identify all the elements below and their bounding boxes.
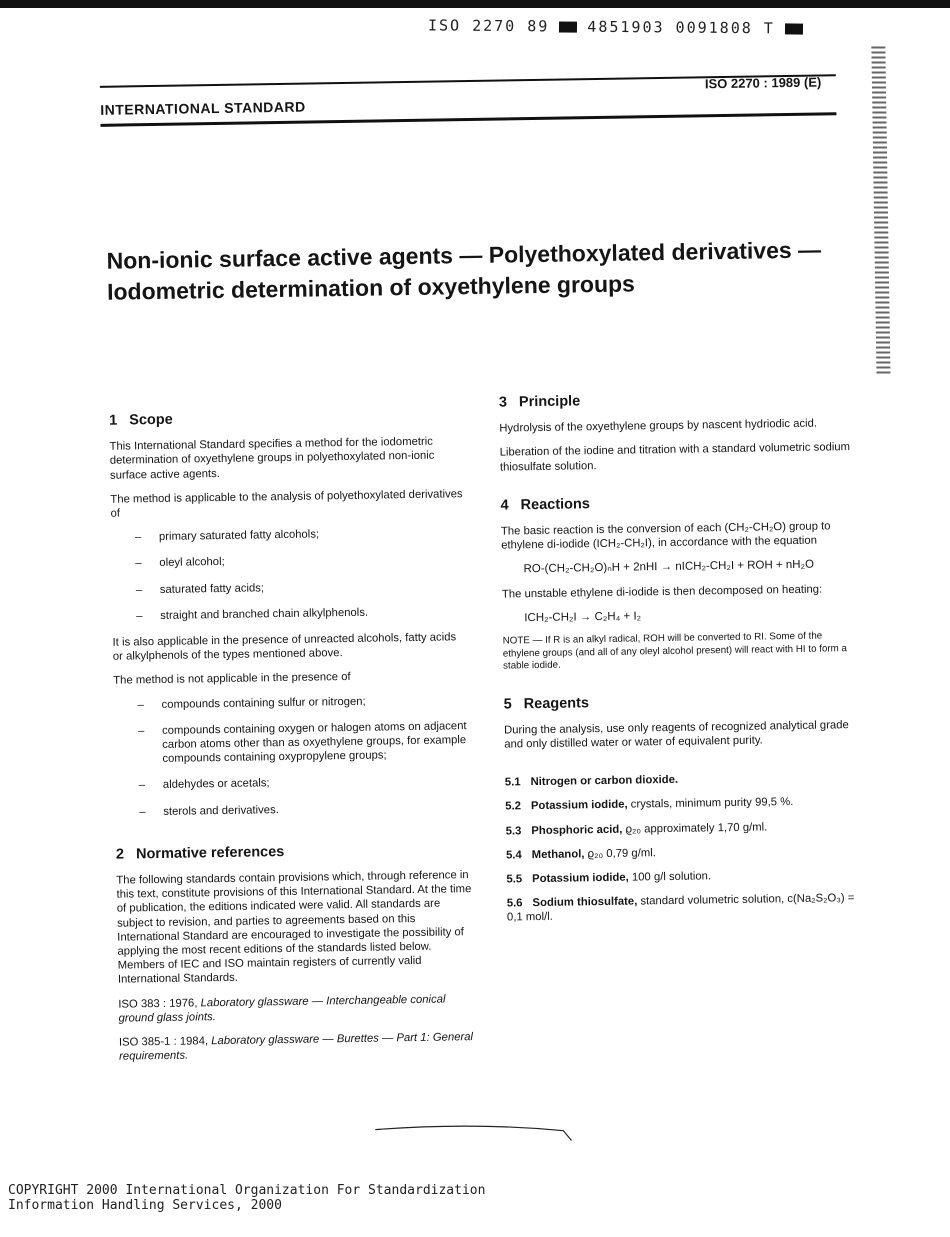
list-item: – compounds containing sulfur or nitrogen; bbox=[137, 695, 366, 711]
reaction-equation: RO-(CH₂-CH₂O)ₙH + 2nHI → nICH₂-CH₂I + ROH + nH₂O bbox=[523, 559, 815, 576]
list-item: – saturated fatty acids; bbox=[135, 581, 265, 596]
copyright-footer bbox=[8, 1183, 485, 1213]
document-type: INTERNATIONAL STANDARD bbox=[100, 98, 306, 118]
footer-line: Information Handling Services, 2000 bbox=[8, 1198, 282, 1213]
reagent-item: 5.2 Potassium iodide, crystals, minimum purity 99,5 %. bbox=[505, 796, 794, 813]
list-item: – straight and branched chain alkylphenols. bbox=[136, 606, 369, 623]
list-item: – aldehydes or acetals; bbox=[138, 777, 270, 792]
section-scope-heading: 1 Scope bbox=[109, 411, 173, 429]
paragraph: It is also applicable in the presence of unreacted alcohols, fatty acids or alkylphenols of the types mentioned above. bbox=[112, 631, 457, 663]
paragraph: The following standards contain provisions which, through reference in this text, constitute provisions of this International Standard. At the time of publication, the editions indicated were valid. All standards are subject to revision, and parties to agreements based on this International Standard are encouraged to investigate the possibility of applying the most recent editions of the standards listed below. Members of IEC and ISO maintain registers of currently valid International Standards. bbox=[116, 869, 472, 987]
applicable-list bbox=[111, 525, 468, 623]
scan-edge-artifact bbox=[871, 43, 890, 373]
paragraph: The unstable ethylene di-iodide is then decomposed on heating: bbox=[501, 583, 823, 601]
section-principle-heading: 3 Principle bbox=[498, 393, 581, 411]
reagent-item: 5.1 Nitrogen or carbon dioxide. bbox=[504, 773, 679, 789]
not-applicable-list bbox=[113, 693, 471, 820]
section-reactions-heading: 4 Reactions bbox=[500, 495, 591, 514]
footer-line: COPYRIGHT 2000 International Organization For Standardization bbox=[8, 1183, 486, 1198]
list-item: – oleyl alcohol; bbox=[135, 556, 225, 570]
paragraph: Hydrolysis of the oxyethylene groups by nascent hydriodic acid. bbox=[499, 417, 818, 435]
paragraph: The method is not applicable in the presence of bbox=[113, 671, 351, 688]
scan-curve-mark bbox=[373, 1116, 583, 1149]
section-reagents-heading: 5 Reagents bbox=[503, 694, 590, 713]
list-item: – compounds containing oxygen or halogen atoms on adjacent carbon atoms other than as oxyethylene groups, for example compounds containing oxypropylene groups; bbox=[137, 719, 467, 766]
reference-entry: ISO 383 : 1976, Laboratory glassware — Interchangeable conical ground glass joints. bbox=[118, 993, 446, 1025]
decomposition-equation: ICH₂-CH₂I → C₂H₄ + I₂ bbox=[524, 610, 642, 625]
reagent-item: 5.3 Phosphoric acid, ϱ₂₀ approximately 1,70 g/ml. bbox=[505, 820, 768, 838]
paragraph: Liberation of the iodine and titration with a standard volumetric sodium thiosulfate solution. bbox=[499, 441, 851, 474]
left-column bbox=[109, 408, 475, 1074]
section-normative-heading: 2 Normative references bbox=[115, 843, 285, 863]
list-item: – primary saturated fatty alcohols; bbox=[134, 528, 320, 544]
list-item: – sterols and derivatives. bbox=[139, 803, 279, 818]
reagent-item: 5.4 Methanol, ϱ₂₀ 0,79 g/ml. bbox=[505, 846, 656, 862]
paragraph: The basic reaction is the conversion of each (CH₂-CH₂O) group to ethylene di-iodide (ICH₂-CH₂I), in accordance with the equation bbox=[500, 520, 831, 552]
paragraph: During the analysis, use only reagents of recognized analytical grade and only distilled water or water of equivalent purity. bbox=[503, 718, 849, 751]
note: NOTE — If R is an alkyl radical, ROH will be converted to RI. Some of the ethylene groups (and all of any oleyl alcohol present) will react with HI to form a stable iodide. bbox=[502, 630, 848, 672]
scan-code-right: 4851903 0091808 T bbox=[587, 17, 775, 38]
reference-entry: ISO 385-1 : 1984, Laboratory glassware — Burettes — Part 1: General requirements. bbox=[118, 1031, 474, 1063]
document-number: ISO 2270 : 1989 (E) bbox=[704, 74, 822, 92]
scan-code-left: ISO 2270 89 bbox=[427, 16, 550, 36]
reagent-item: 5.5 Potassium iodide, 100 g/l solution. bbox=[506, 870, 712, 886]
paragraph: This International Standard specifies a method for the iodometric determination of oxyethylene groups in polyethoxylated non-ionic surface active agents. bbox=[109, 435, 435, 482]
reagent-item: 5.6 Sodium thiosulfate, standard volumetric solution, c(Na₂S₂O₃) = 0,1 mol/l. bbox=[506, 892, 855, 924]
right-column bbox=[499, 390, 863, 935]
paragraph: The method is applicable to the analysis of polyethoxylated derivatives of bbox=[110, 487, 463, 520]
page-title: Non-ionic surface active agents — Polyethoxylated derivatives — Iodometric determination of oxyethylene groups bbox=[106, 236, 822, 305]
